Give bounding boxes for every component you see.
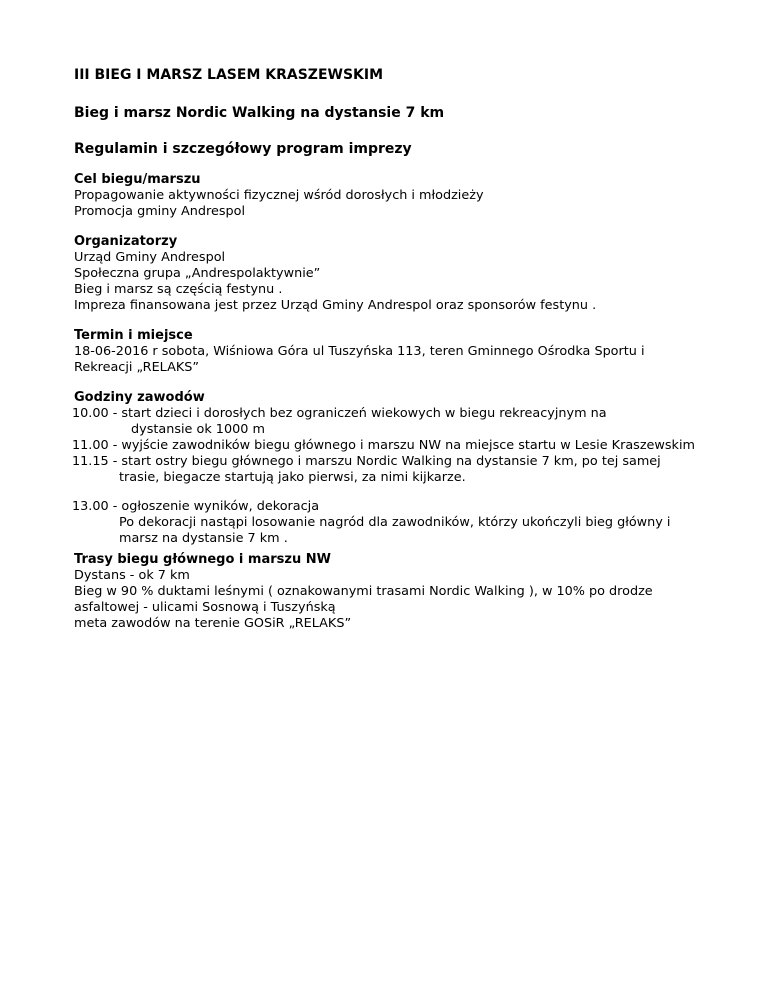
title-event: III BIEG I MARSZ LASEM KRASZEWSKIM	[74, 67, 384, 83]
schedule-line: dystansie ok 1000 m	[131, 422, 265, 437]
section-organizers-line: Urząd Gminy Andrespol	[74, 250, 226, 265]
title-subtitle: Bieg i marsz Nordic Walking na dystansie 7 km	[74, 105, 445, 121]
section-organizers-line: Impreza finansowana jest przez Urząd Gminy Andrespol oraz sponsorów festynu .	[74, 298, 597, 313]
section-routes-line: asfaltowej - ulicami Sosnową i Tuszyńską	[74, 600, 336, 615]
section-goal-line: Promocja gminy Andrespol	[74, 204, 246, 219]
section-routes-line: Dystans - ok 7 km	[74, 568, 190, 583]
section-goal-heading: Cel biegu/marszu	[74, 172, 201, 187]
section-goal	[74, 172, 714, 220]
schedule-line: Po dekoracji nastąpi losowanie nagród dla zawodników, którzy ukończyli bieg główny i	[119, 515, 671, 530]
section-routes	[74, 552, 714, 632]
section-date-place	[74, 328, 714, 376]
section-goal-line: Propagowanie aktywności fizycznej wśród dorosłych i młodzieży	[74, 188, 484, 203]
schedule-line: 11.00 - wyjście zawodników biegu głównego i marszu NW na miejsce startu w Lesie Kraszewskim	[72, 438, 695, 453]
section-routes-line: meta zawodów na terenie GOSiR „RELAKS”	[74, 616, 352, 631]
section-organizers-line: Bieg i marsz są częścią festynu .	[74, 282, 283, 297]
section-date-place-heading: Termin i miejsce	[74, 328, 193, 343]
schedule-line: marsz na dystansie 7 km .	[119, 531, 288, 546]
title-regulations: Regulamin i szczegółowy program imprezy	[74, 141, 412, 157]
section-routes-line: Bieg w 90 % duktami leśnymi ( oznakowanymi trasami Nordic Walking ), w 10% po drodze	[74, 584, 653, 599]
section-organizers	[74, 234, 714, 314]
schedule-line: 13.00 - ogłoszenie wyników, dekoracja	[72, 499, 320, 514]
section-schedule-heading: Godziny zawodów	[74, 390, 205, 405]
schedule-line: trasie, biegacze startują jako pierwsi, za nimi kijkarze.	[119, 470, 466, 485]
section-date-place-line: Rekreacji „RELAKS”	[74, 360, 199, 375]
schedule-line: 11.15 - start ostry biegu głównego i marszu Nordic Walking na dystansie 7 km, po tej samej	[72, 454, 661, 469]
schedule-line: 10.00 - start dzieci i dorosłych bez ograniczeń wiekowych w biegu rekreacyjnym na	[72, 406, 607, 421]
section-organizers-heading: Organizatorzy	[74, 234, 178, 249]
section-routes-heading: Trasy biegu głównego i marszu NW	[74, 552, 331, 567]
section-organizers-line: Społeczna grupa „Andrespolaktywnie”	[74, 266, 321, 281]
section-date-place-line: 18-06-2016 r sobota, Wiśniowa Góra ul Tuszyńska 113, teren Gminnego Ośrodka Sportu i	[74, 344, 645, 359]
